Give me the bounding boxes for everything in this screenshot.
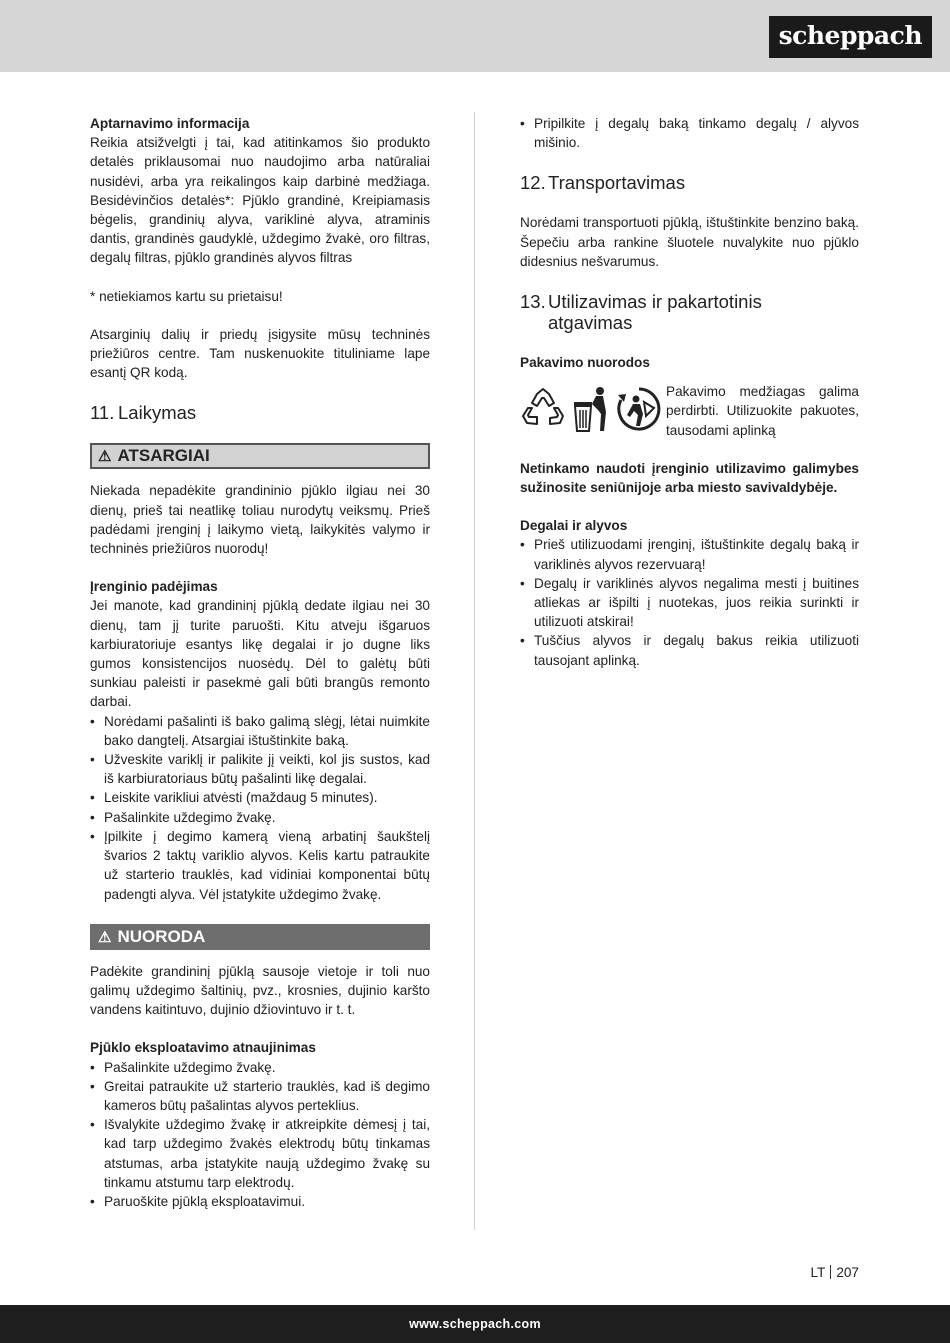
website-link[interactable]: www.scheppach.com — [409, 1317, 541, 1331]
packaging-text: Pakavimo medžiagas galima perdirbti. Utilizuokite pakuotes, tausodami aplinką — [666, 384, 859, 438]
packaging-info — [520, 382, 859, 440]
spare-parts-text: Atsarginių dalių ir priedų įsigysite mūsų techninės priežiūros centre. Tam nuskenuokite tituliniame lape esantį QR kodą. — [90, 326, 430, 381]
list-item: • Prieš utilizuodami įrenginį, ištuštinkite degalų baką ir variklinės alyvos rezervuarą! — [520, 537, 859, 572]
right-column — [520, 114, 859, 670]
disposal-notice: Netinkamo naudoti įrenginio utilizavimo galimybes sužinosite seniūnijoje arba miesto savivaldybėje. — [520, 460, 859, 496]
caution-text: Niekada nepadėkite grandininio pjūklo ilgiau nei 30 dienų, prieš tai neatlikę toliau nurodytų veiksmų. Prieš padėdami įrenginį į laikymo vietą, laikykitės valymo ir techninės priežiūros nuorodų! — [90, 483, 430, 557]
caution-label: ATSARGIAI — [117, 446, 210, 466]
scheppach-logo: scheppach — [769, 16, 932, 58]
section-number: 12. — [520, 172, 546, 194]
not-included-note: * netiekiamos kartu su prietaisu! — [90, 288, 283, 304]
list-item: • Tuščius alyvos ir degalų bakus reikia utilizuoti tausojant aplinką. — [520, 633, 859, 668]
section-11-heading — [90, 402, 430, 423]
warning-icon: ⚠ — [98, 928, 112, 946]
note-label: NUORODA — [117, 926, 206, 946]
service-heading: Aptarnavimo informacija — [90, 116, 250, 131]
storage-heading: Įrenginio padėjimas — [90, 579, 218, 595]
list-item: • Pašalinkite uždegimo žvakę. — [90, 809, 276, 825]
waste-bin-icon — [572, 386, 610, 432]
left-column — [90, 114, 430, 1211]
section-number: 13. — [520, 291, 546, 313]
section-title: Laikymas — [118, 402, 197, 424]
column-divider — [474, 112, 475, 1230]
fuels-heading: Degalai ir alyvos — [520, 518, 628, 534]
fill-step-list — [520, 114, 859, 152]
recycling-person-icon — [616, 386, 662, 432]
section-13-heading — [520, 291, 859, 333]
restart-heading: Pjūklo eksploatavimo atnaujinimas — [90, 1040, 316, 1056]
section-12-heading — [520, 172, 859, 193]
list-item: • Pašalinkite uždegimo žvakę. — [90, 1059, 276, 1075]
section-title-line-2: atgavimas — [548, 312, 633, 334]
fuels-steps-list — [520, 535, 859, 669]
list-item: • Pripilkite į degalų baką tinkamo degalų / alyvos mišinio. — [520, 116, 859, 151]
list-item: • Įpilkite į degimo kamerą vieną arbatinį šaukštelį švarios 2 taktų variklio alyvos. Kelis kartu patraukite už starterio trauklės, kad vidiniai komponentai būtų padengti alyva. Vėl įstatykite uždegimo žvakę. — [90, 828, 430, 902]
caution-box — [90, 443, 430, 469]
list-item: • Išvalykite uždegimo žvakę ir atkreipkite dėmesį į tai, kad tarp uždegimo žvakės elektrodų būtų tinkamas atstumas, arba įstatykite naują uždegimo žvakę su tinkamu atstumu tarp elektrodų. — [90, 1117, 430, 1190]
warning-icon: ⚠ — [98, 448, 112, 466]
section-title: Transportavimas — [548, 172, 686, 194]
section-number: 11. — [90, 402, 115, 424]
header-bar — [0, 0, 950, 72]
restart-steps-list — [90, 1058, 430, 1212]
language-code: LT — [810, 1265, 826, 1280]
footer-bar — [0, 1305, 950, 1343]
packaging-icons — [520, 382, 666, 432]
list-item: • Norėdami pašalinti iš bako galimą slėgį, lėtai nuimkite bako dangtelį. Atsargiai ištuštinkite baką. — [90, 713, 430, 748]
page-number-value: 207 — [836, 1265, 859, 1280]
list-item: • Paruoškite pjūklą eksploatavimui. — [90, 1193, 305, 1209]
section-title: Utilizavimas ir pakartotinis — [548, 291, 762, 313]
list-item: • Greitai patraukite už starterio trauklės, kad iš degimo kameros būtų pašalintas alyvos perteklius. — [90, 1078, 430, 1113]
list-item: • Degalų ir variklinės alyvos negalima mesti į buitines atliekas ar išpilti į nuotekas, juos reikia surinkti ir utilizuoti atskirai! — [520, 575, 859, 630]
storage-steps-list — [90, 712, 430, 904]
recycle-icon — [520, 386, 566, 432]
list-item: • Leiskite varikliui atvėsti (maždaug 5 minutes). — [90, 790, 378, 806]
packaging-heading: Pakavimo nuorodos — [520, 355, 650, 371]
note-box — [90, 924, 430, 950]
transport-text: Norėdami transportuoti pjūklą, ištuštinkite benzino baką. Šepečiu arba rankine šluotele nuvalykite nuo pjūklo didesnius nešvarumus. — [520, 215, 859, 269]
service-text: Reikia atsižvelgti į tai, kad atitinkamos šio produkto detalės priklausomai nuo naudojimo arba natūraliai nusidėvi, arba yra reikalingos kaip darbinė medžiaga. Besidėvinčios detalės*: Pjūklo grandinė, Kreipiamasis bėgelis, grandinių alyva, variklinė alyva, atraminis dantis, grandinės gaudyklė, uždegimo žvakė, oro filtras, degalų filtras, pjūklo grandinės alyvos filtras — [90, 135, 430, 266]
list-item: • Užveskite variklį ir palikite jį veikti, kol jis sustos, kad iš karbiuratoriaus būtų pašalinti likę degalai. — [90, 752, 430, 787]
page-number — [810, 1265, 859, 1280]
note-text: Padėkite grandininį pjūklą sausoje vietoje ir toli nuo galimų uždegimo šaltinių, pvz., krosnies, dujinio karšto vandens kaitintuvo, dujinio džiovintuvo ir t. t. — [90, 963, 430, 1018]
storage-text: Jei manote, kad grandininį pjūklą dedate ilgiau nei 30 dienų, tam jį turite paruošti. Kitu atveju išgaruos karbiuratoriuje esantys likę degalai ir jo dugne liks gumos konsistencijos nuosėdų. Dėl to galėtų būti sunkiau paleisti ir pasekmė gali būti brangūs remonto darbai. — [90, 598, 430, 710]
